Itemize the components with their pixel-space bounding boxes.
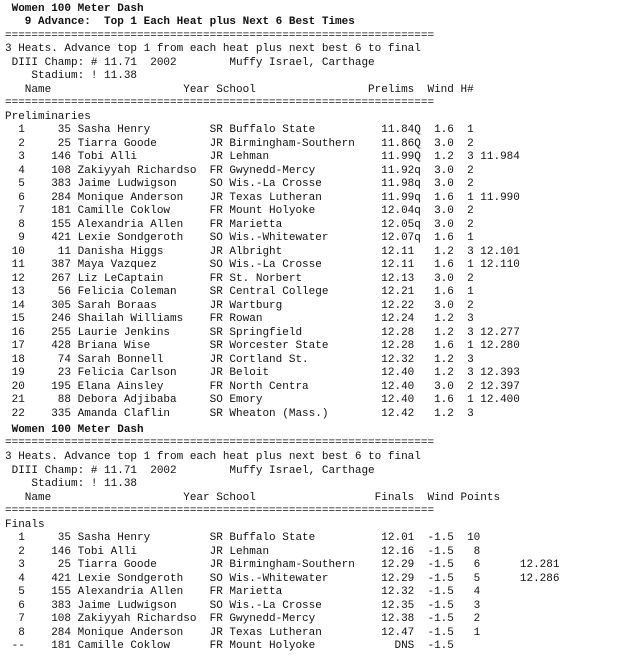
final-row: 3 25 Tiarra Goode JR Birmingham-Southern 12.29 -1.5 6 12.281	[5, 559, 560, 571]
final-row: 8 284 Monique Anderson JR Texas Lutheran 12.47 -1.5 1	[5, 626, 481, 639]
prelim-row: 11 387 Maya Vazquez SO Wis.-La Crosse 12.11 1.6 1 12.110	[5, 259, 520, 271]
prelim-row: 8 155 Alexandria Allen FR Marietta 12.05q 3.0 2	[5, 218, 474, 231]
event-title: Women 100 Meter Dash	[5, 3, 144, 15]
prelim-row: 13 56 Felicia Coleman SR Central College 12.21 1.6 1	[5, 286, 474, 298]
final-row: 5 155 Alexandria Allen FR Marietta 12.32 -1.5 4	[5, 586, 481, 598]
prelim-row: 2 25 Tiarra Goode JR Birmingham-Southern 11.86Q 3.0 2	[5, 137, 474, 150]
stadium-line: Stadium: ! 11.38	[5, 478, 138, 490]
rule-line: =================================================================	[5, 97, 435, 109]
stadium-line: Stadium: ! 11.38	[5, 70, 138, 82]
final-row: -- 181 Camille Coklow FR Mount Holyoke DNS -1.5	[5, 640, 454, 652]
heats-note: 3 Heats. Advance top 1 from each heat plus next best 6 to final	[5, 451, 421, 463]
champ-line: DIII Champ: # 11.71 2002 Muffy Israel, Carthage	[5, 465, 375, 477]
champ-line: DIII Champ: # 11.71 2002 Muffy Israel, Carthage	[5, 57, 375, 69]
prelim-row: 22 335 Amanda Claflin SR Wheaton (Mass.) 12.42 1.2 3	[5, 407, 474, 420]
prelim-row: 5 383 Jaime Ludwigson SO Wis.-La Crosse 11.98q 3.0 2	[5, 178, 474, 190]
column-header: Name Year School Finals Wind Points	[5, 492, 501, 504]
prelim-row: 3 146 Tobi Alli JR Lehman 11.99Q 1.2 3 11.984	[5, 151, 520, 163]
prelim-row: 19 23 Felicia Carlson JR Beloit 12.40 1.2 3 12.393	[5, 367, 520, 379]
final-row: 6 383 Jaime Ludwigson SO Wis.-La Crosse 12.35 -1.5 3	[5, 599, 481, 612]
prelim-row: 1 35 Sasha Henry SR Buffalo State 11.84Q 1.6 1	[5, 124, 474, 136]
final-row: 7 108 Zakiyyah Richardso FR Gwynedd-Mercy 12.38 -1.5 2	[5, 613, 481, 625]
prelim-row: 15 246 Shailah Williams FR Rowan 12.24 1.2 3	[5, 313, 474, 325]
prelim-row: 9 421 Lexie Sondgeroth SO Wis.-Whitewater 12.07q 1.6 1	[5, 232, 474, 244]
heats-note: 3 Heats. Advance top 1 from each heat plus next best 6 to final	[5, 43, 421, 55]
prelim-row: 4 108 Zakiyyah Richardso FR Gwynedd-Mercy 11.92q 3.0 2	[5, 164, 474, 177]
prelim-row: 21 88 Debora Adjibaba SO Emory 12.40 1.6 1 12.400	[5, 394, 520, 406]
final-row: 1 35 Sasha Henry SR Buffalo State 12.01 -1.5 10	[5, 532, 481, 544]
final-row: 2 146 Tobi Alli JR Lehman 12.16 -1.5 8	[5, 545, 481, 558]
column-header: Name Year School Prelims Wind H#	[5, 84, 474, 96]
rule-line: =================================================================	[5, 30, 435, 42]
final-row: 4 421 Lexie Sondgeroth SO Wis.-Whitewater 12.29 -1.5 5 12.286	[5, 572, 560, 585]
prelim-row: 18 74 Sarah Bonnell JR Cortland St. 12.32 1.2 3	[5, 353, 474, 366]
prelim-row: 20 195 Elana Ainsley FR North Centra 12.40 3.0 2 12.397	[5, 380, 520, 393]
prelim-row: 17 428 Briana Wise SR Worcester State 12.28 1.6 1 12.280	[5, 340, 520, 352]
prelim-row: 14 305 Sarah Boraas JR Wartburg 12.22 3.0 2	[5, 299, 474, 312]
prelim-row: 10 11 Danisha Higgs JR Albright 12.11 1.2 3 12.101	[5, 245, 520, 258]
prelim-row: 7 181 Camille Coklow FR Mount Holyoke 12.04q 3.0 2	[5, 205, 474, 217]
prelim-row: 12 267 Liz LeCaptain FR St. Norbert 12.13 3.0 2	[5, 272, 474, 285]
prelim-row: 16 255 Laurie Jenkins SR Springfield 12.28 1.2 3 12.277	[5, 326, 520, 339]
rule-line: =================================================================	[5, 505, 435, 517]
advance-rule: 9 Advance: Top 1 Each Heat plus Next 6 Best Times	[5, 16, 355, 28]
prelim-row: 6 284 Monique Anderson JR Texas Lutheran 11.99q 1.6 1 11.990	[5, 191, 520, 204]
section-title: Preliminaries	[5, 111, 91, 123]
section-title: Finals	[5, 519, 45, 531]
finals-event-title: Women 100 Meter Dash	[5, 424, 144, 436]
rule-line: =================================================================	[5, 437, 435, 449]
